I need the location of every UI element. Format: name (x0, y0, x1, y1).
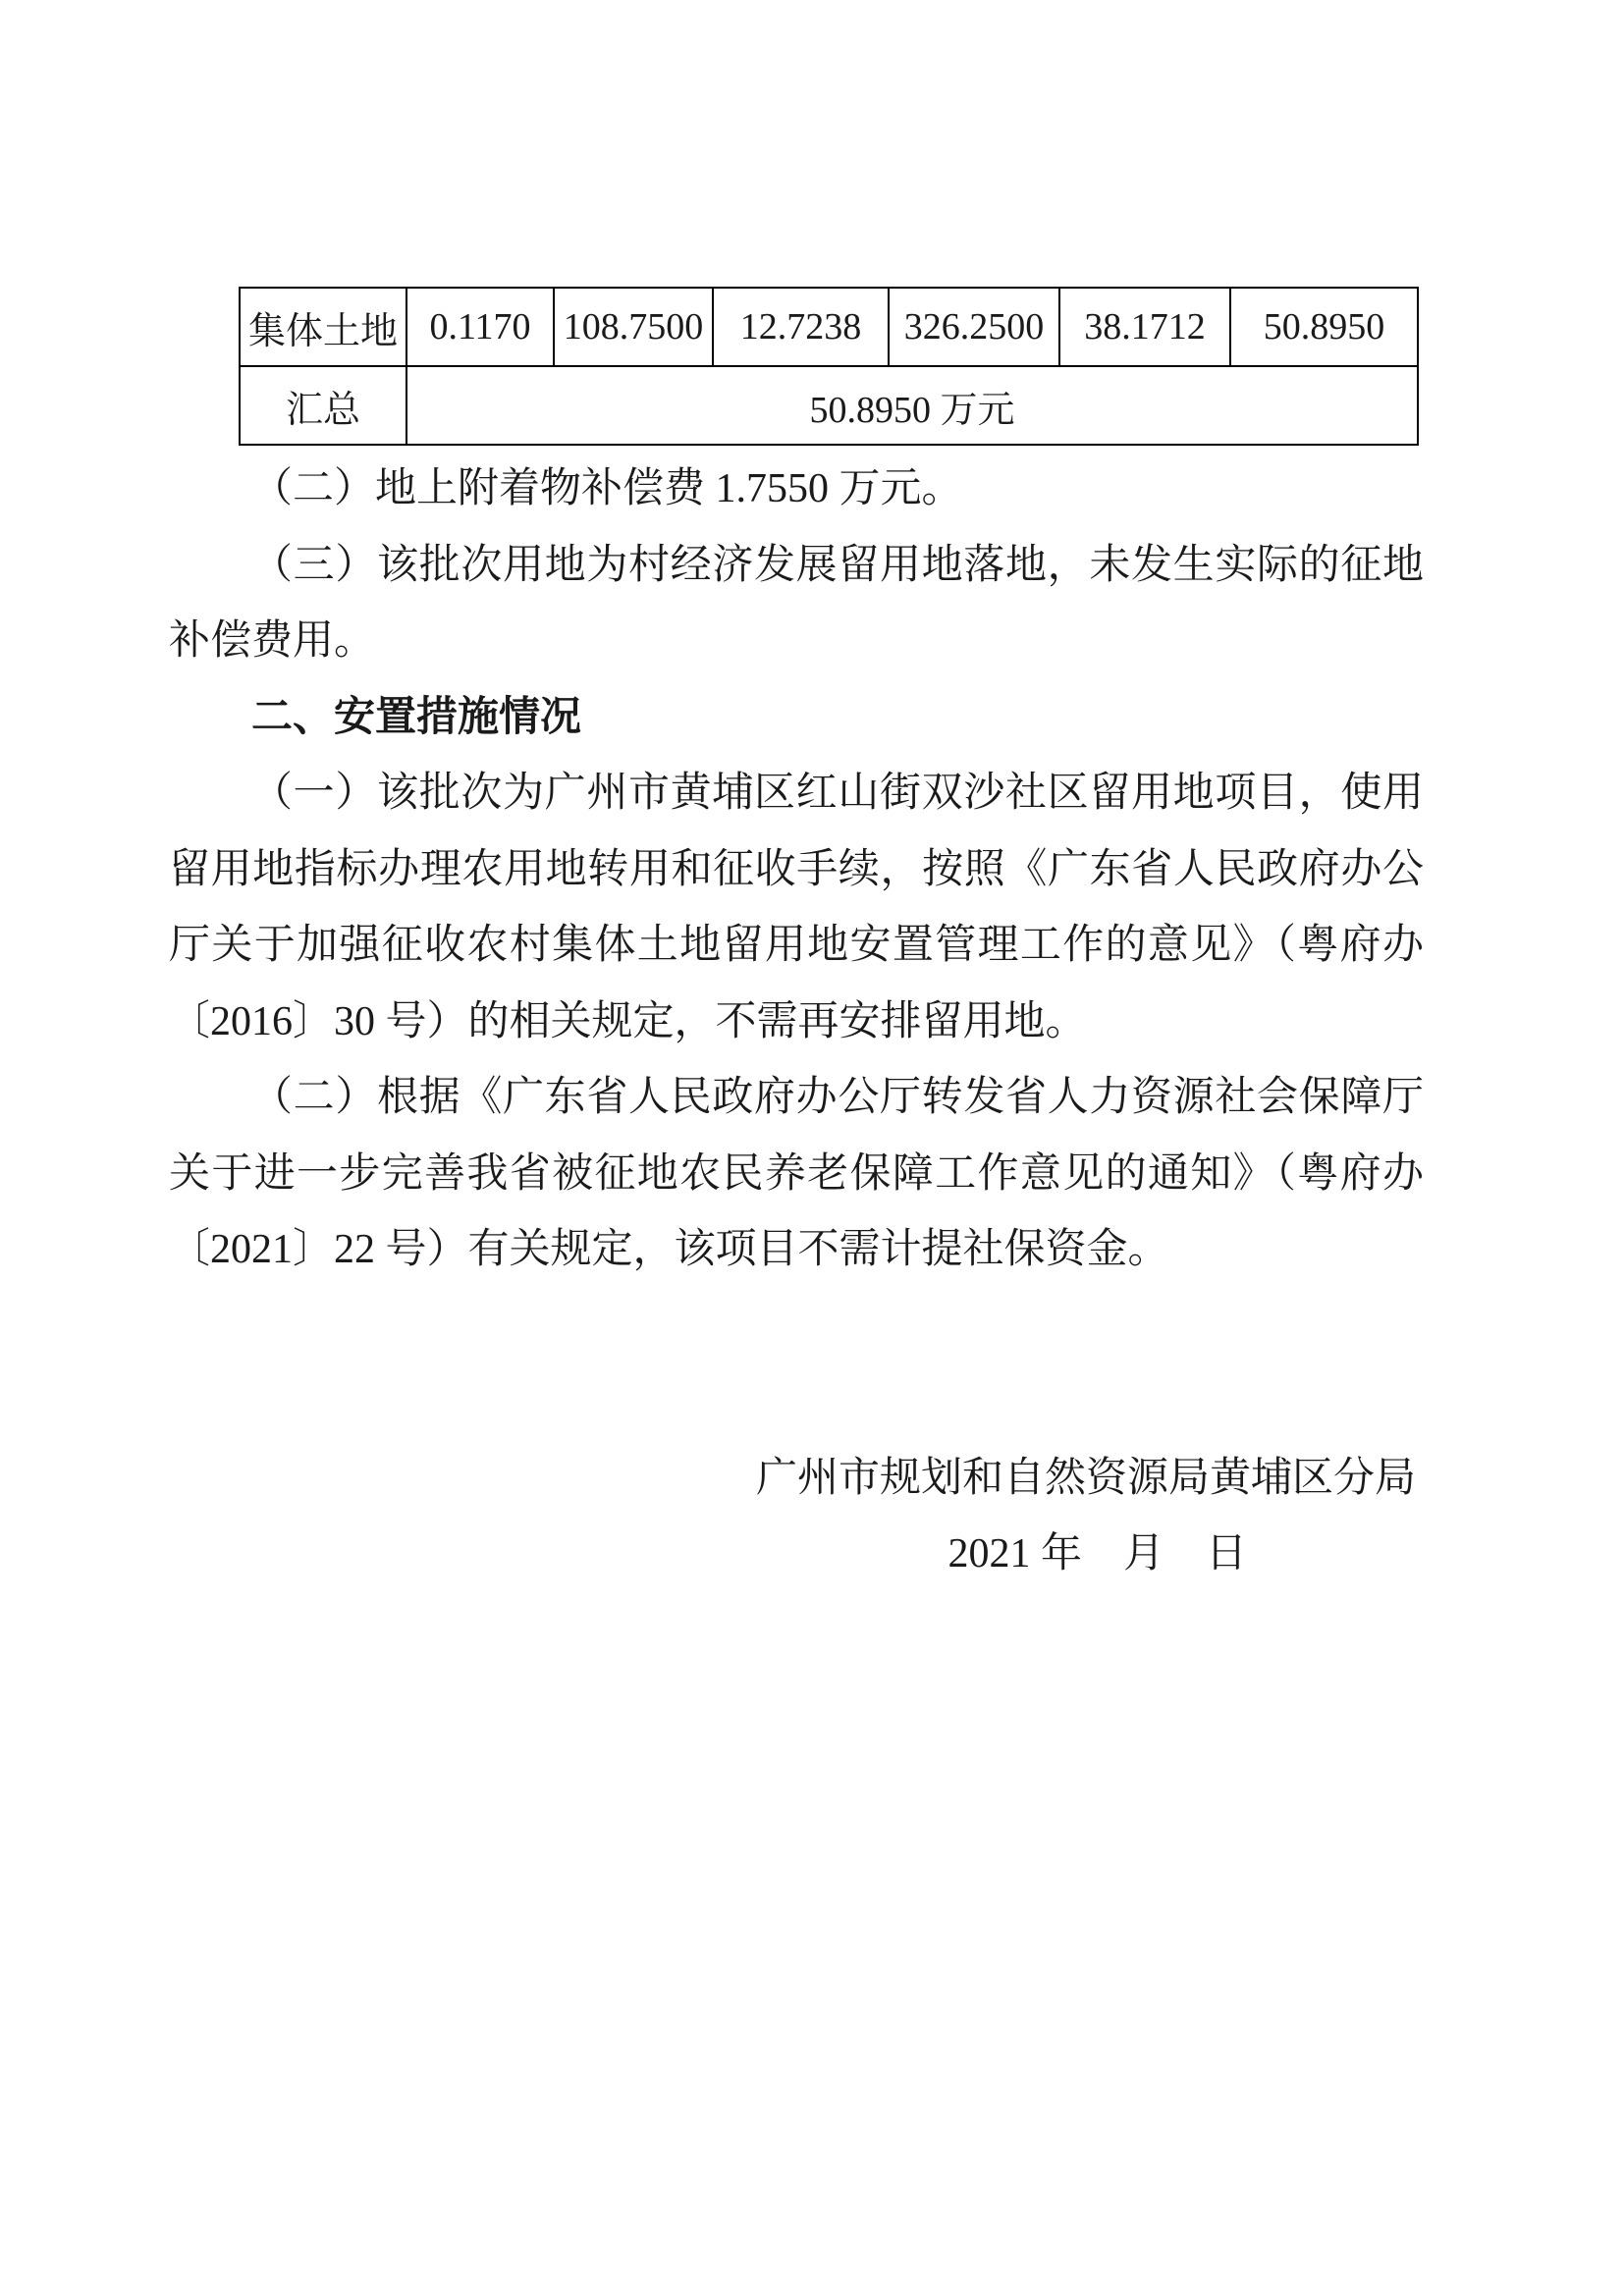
paragraph-resettlement-1: （一）该批次为广州市黄埔区红山街双沙社区留用地项目，使用留用地指标办理农用地转用和征收手续，按照《广东省人民政府办公厅关于加强征收农村集体土地留用地安置管理工作的意见》（粤府办〔2016〕30 号）的相关规定，不需再安排留用地。 (169, 771, 1424, 1044)
compensation-table (239, 287, 1419, 446)
table-cell-summary-total: 50.8950 万元 (406, 366, 1418, 445)
document-body (169, 452, 1424, 1593)
row-label-summary: 汇总 (240, 366, 406, 445)
paragraph-no-actual-compensation: （三）该批次用地为村经济发展留用地落地，未发生实际的征地补偿费用。 (169, 542, 1424, 664)
table-cell-value: 108.7500 (554, 288, 713, 366)
table-cell-value: 326.2500 (889, 288, 1059, 366)
paragraph-resettlement-2: （二）根据《广东省人民政府办公厅转发省人力资源社会保障厅关于进一步完善我省被征地农民养老保障工作意见的通知》（粤府办〔2021〕22 号）有关规定，该项目不需计提社保资金。 (169, 1075, 1424, 1272)
signature-date: 2021 年 月 日 (947, 1531, 1247, 1576)
table-cell-value: 50.8950 (1230, 288, 1418, 366)
table-cell-value: 38.1712 (1059, 288, 1230, 366)
table-cell-value: 0.1170 (406, 288, 554, 366)
table-cell-value: 12.7238 (713, 288, 889, 366)
section-heading-resettlement: 二、安置措施情况 (251, 694, 582, 740)
row-label-collective-land: 集体土地 (240, 288, 406, 366)
table-row-summary (240, 366, 1418, 445)
table-row-collective-land (240, 288, 1418, 366)
signature-block (169, 1441, 1424, 1593)
paragraph-attachment-compensation: （二）地上附着物补偿费 1.7550 万元。 (251, 466, 963, 511)
signature-org: 广州市规划和自然资源局黄埔区分局 (755, 1455, 1416, 1501)
